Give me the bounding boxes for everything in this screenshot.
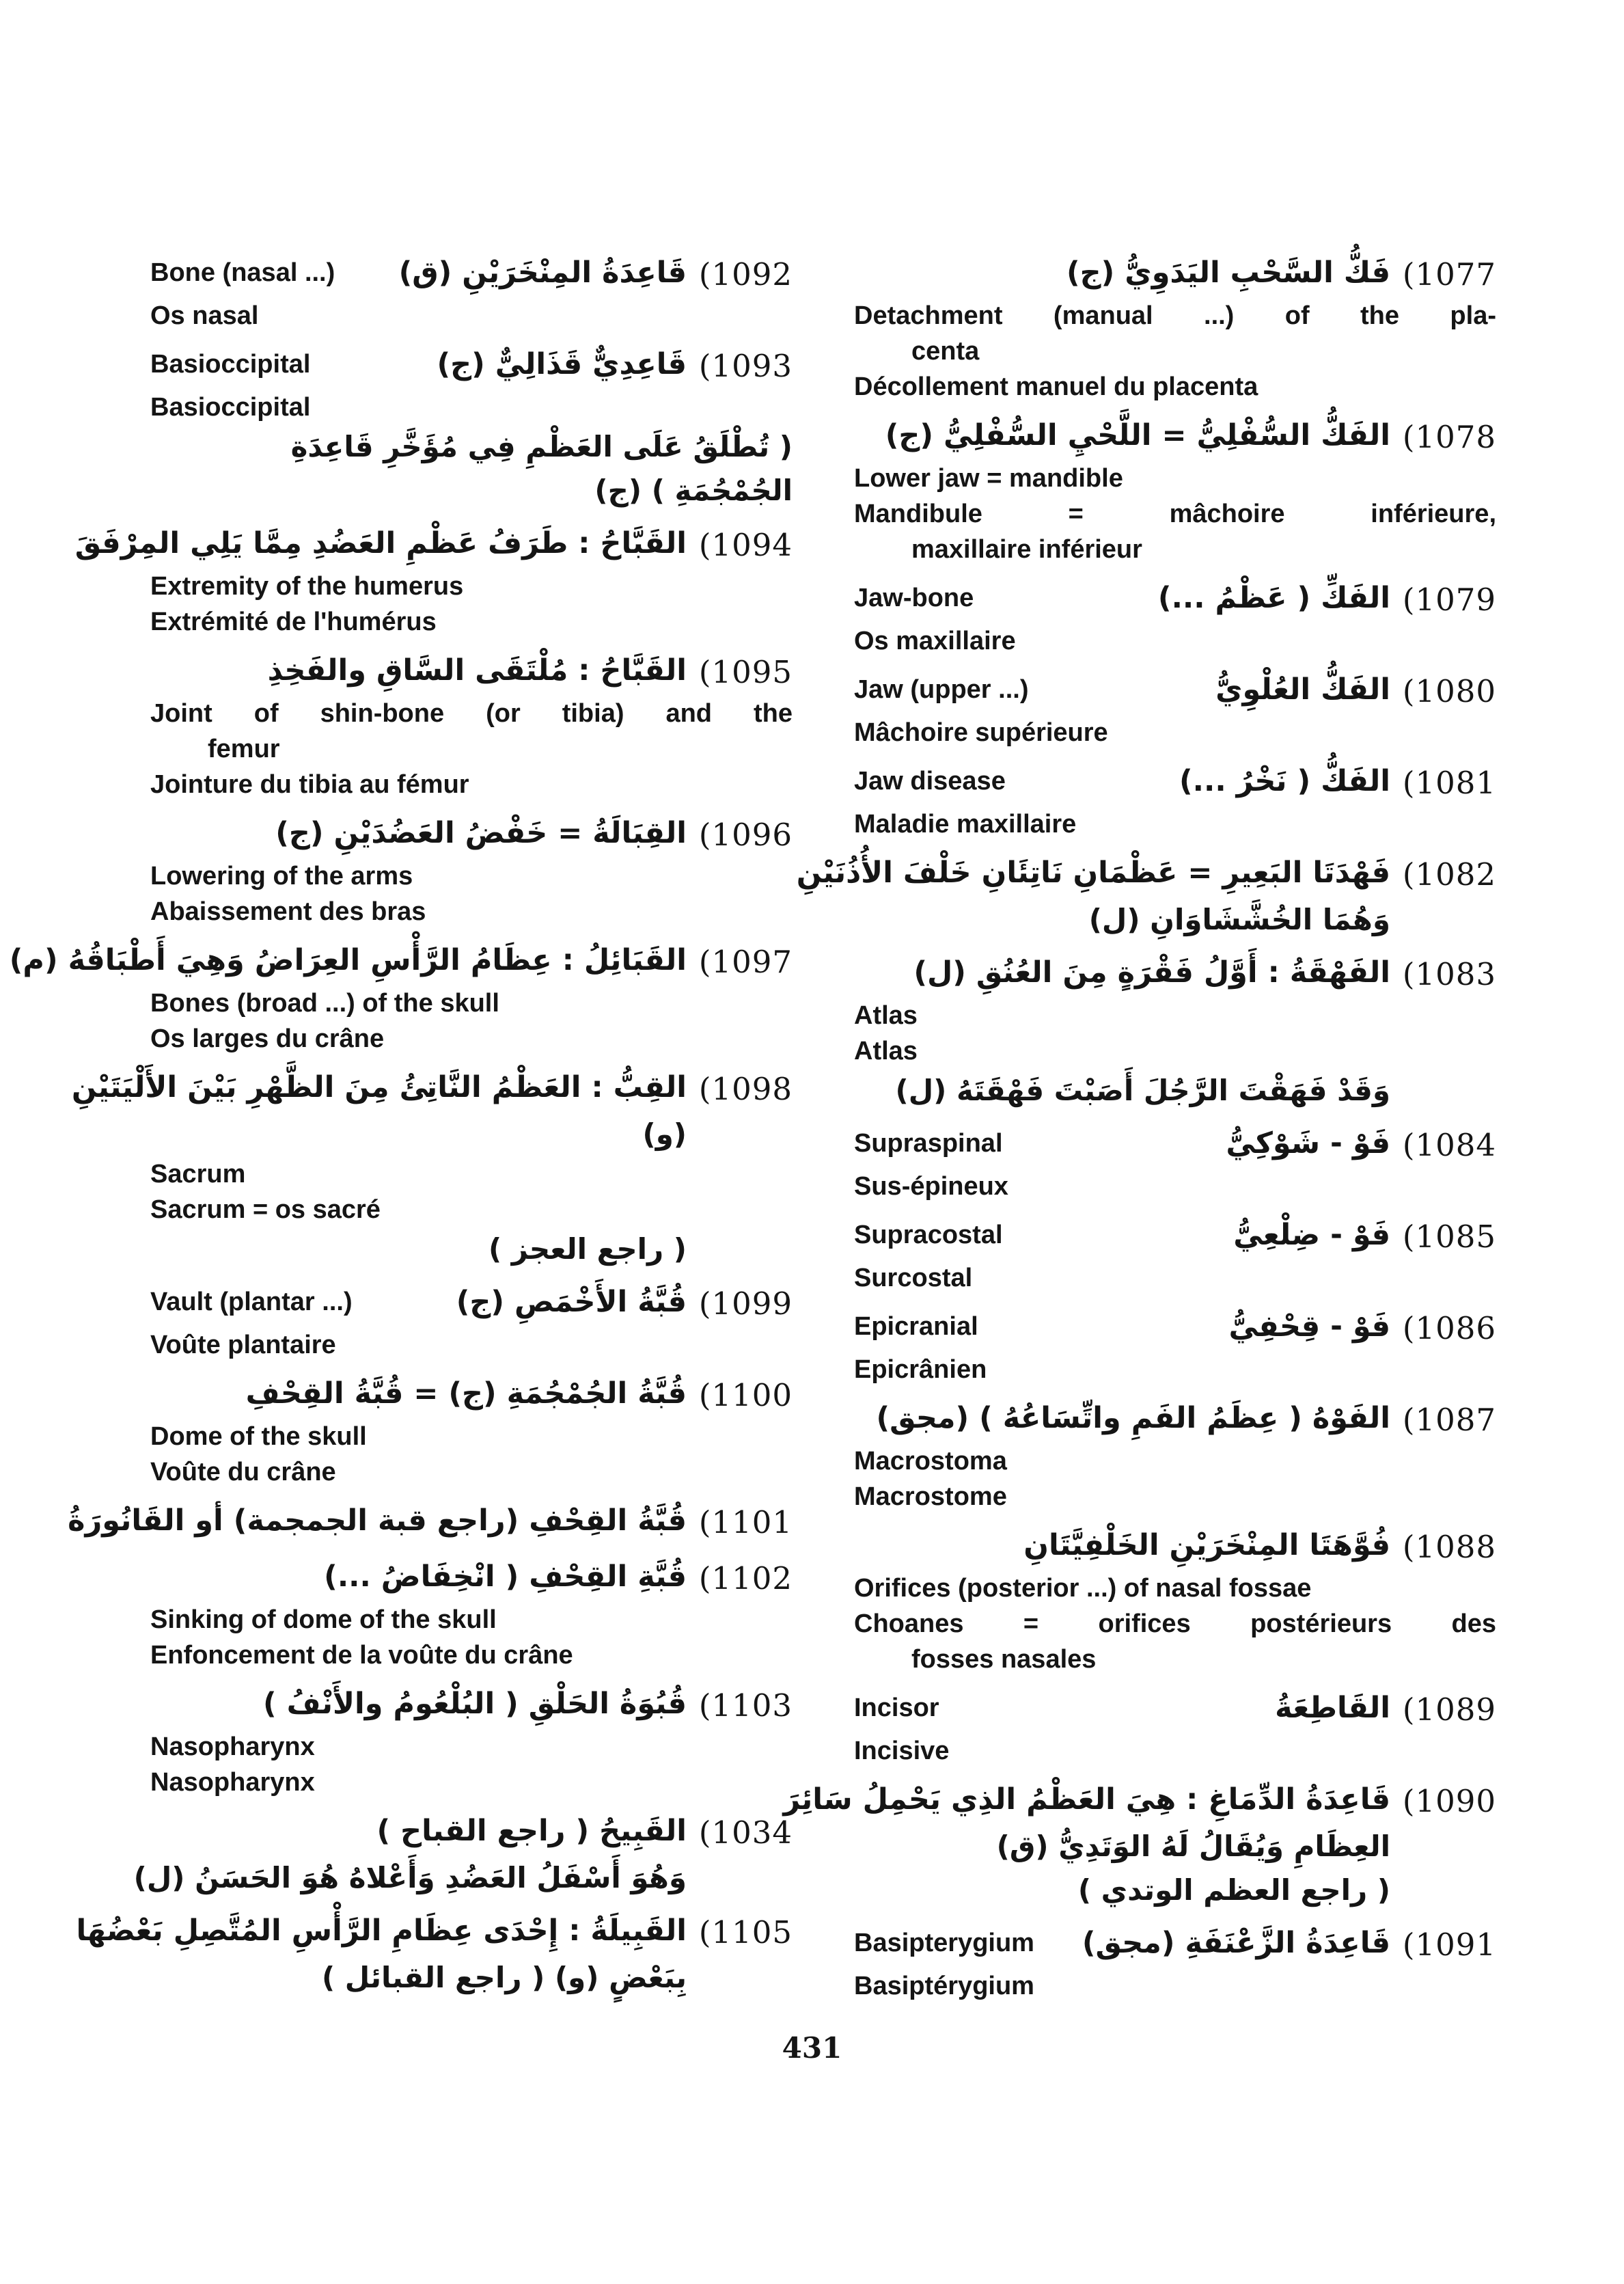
entry-number: (1092 bbox=[698, 256, 793, 293]
entry-number: (1085 bbox=[1402, 1219, 1496, 1255]
english-term: Jaw (upper ...) bbox=[854, 675, 1029, 704]
english-line: Lower jaw = mandible bbox=[854, 464, 1123, 493]
entry-1096 bbox=[150, 812, 793, 929]
english-term: Supracostal bbox=[854, 1221, 1003, 1249]
entry-1034 bbox=[133, 1810, 793, 1900]
english-line: Sinking of dome of the skull bbox=[150, 1605, 497, 1634]
entry-number: (1091 bbox=[1402, 1927, 1496, 1963]
french-line: Os nasal bbox=[150, 301, 259, 330]
entry-1078 bbox=[854, 414, 1496, 567]
french-line: Mâchoire supérieure bbox=[854, 718, 1108, 747]
arabic-term: الفَكُّ العُلْوِيُّ bbox=[1215, 672, 1390, 707]
entry-1098 bbox=[71, 1066, 793, 1271]
entry-number: (1103 bbox=[698, 1687, 793, 1724]
french-line: Surcostal bbox=[854, 1264, 973, 1292]
english-term: Incisor bbox=[854, 1694, 939, 1722]
french-line: Nasopharynx bbox=[150, 1768, 315, 1797]
english-line: Lowering of the arms bbox=[150, 862, 413, 891]
entry-1095 bbox=[150, 649, 793, 802]
french-line: Abaissement des bras bbox=[150, 897, 426, 926]
french-line: fosses nasales bbox=[911, 1645, 1097, 1674]
arabic-term: قَاعِدَةُ الزَّعْنَفَةِ (مجق) bbox=[1082, 1926, 1390, 1960]
english-term: Supraspinal bbox=[854, 1129, 1003, 1158]
entry-number: (1094 bbox=[698, 527, 793, 563]
arabic-term: الفَوْهُ ( عِظَمُ الفَمِ واتِّسَاعُهُ ) (مجق) bbox=[876, 1401, 1390, 1435]
entry-number: (1080 bbox=[1402, 673, 1496, 709]
french-line: Extrémité de l'humérus bbox=[150, 608, 437, 636]
english-line: Extremity of the humerus bbox=[150, 572, 464, 601]
french-line: Epicrânien bbox=[854, 1355, 987, 1384]
entry-1103 bbox=[150, 1683, 793, 1800]
french-line: Basiptérygium bbox=[854, 1972, 1034, 2000]
english-line: Joint of shin-bone (or tibia) and the bbox=[150, 699, 793, 728]
entry-1089 bbox=[854, 1687, 1496, 1769]
english-line: femur bbox=[208, 735, 280, 763]
entry-1102 bbox=[150, 1555, 793, 1673]
english-term: Bone (nasal ...) bbox=[150, 258, 335, 287]
french-line: Voûte du crâne bbox=[150, 1458, 336, 1486]
arabic-note: ( تُطْلَقُ عَلَى العَظْمِ فِي مُؤَخَّرِ قَاعِدَةِ bbox=[290, 430, 793, 463]
right-column bbox=[783, 251, 1496, 2013]
arabic-term: القَبِيحُ ( راجع القباح ) bbox=[376, 1814, 687, 1848]
entry-1094 bbox=[74, 522, 793, 640]
arabic-source: (و) bbox=[642, 1117, 687, 1151]
english-line: centa bbox=[911, 337, 980, 366]
arabic-term: الفَهْقَةُ : أَوَّلُ فَقْرَةٍ مِنَ العُنُقِ (ل) bbox=[913, 955, 1390, 990]
french-line: Sacrum = os sacré bbox=[150, 1195, 381, 1224]
arabic-term: قُبَّةُ الأَخْمَصِ (ج) bbox=[456, 1285, 687, 1319]
entry-number: (1082 bbox=[1402, 856, 1496, 893]
english-term: Vault (plantar ...) bbox=[150, 1288, 353, 1316]
entry-1085 bbox=[854, 1214, 1496, 1296]
arabic-term: قَاعِدَةُ الدِّمَاغِ : هِيَ العَظْمُ الذِي يَحْمِلُ سَائِرَ bbox=[783, 1782, 1390, 1817]
entry-number: (1078 bbox=[1402, 419, 1496, 455]
english-term: Jaw-bone bbox=[854, 584, 974, 612]
entry-number: (1081 bbox=[1402, 765, 1496, 801]
french-line: Maladie maxillaire bbox=[854, 810, 1077, 839]
arabic-continuation: وَهُوَ أَسْفَلُ العَضُدِ وَأَعْلاهُ هُوَ الحَسَنُ (ل) bbox=[133, 1861, 687, 1894]
entry-number: (1083 bbox=[1402, 956, 1496, 992]
english-term: Epicranial bbox=[854, 1312, 978, 1341]
entry-number: (1084 bbox=[1402, 1127, 1496, 1163]
english-term: Jaw disease bbox=[854, 767, 1006, 796]
entry-1091 bbox=[854, 1922, 1496, 2004]
entry-number: (1100 bbox=[698, 1377, 793, 1413]
french-line: Os maxillaire bbox=[854, 627, 1016, 655]
french-line: Os larges du crâne bbox=[150, 1024, 385, 1053]
arabic-note: الجُمْجُمَةِ ) (ج) bbox=[594, 474, 793, 507]
entry-1084 bbox=[854, 1122, 1496, 1204]
arabic-continuation: وَهُمَا الخُشَّشَاوَانِ (ل) bbox=[1088, 903, 1390, 936]
arabic-term: القَبِيلَةُ : إِحْدَى عِظَامِ الرَّأْسِ المُتَّصِلِ بَعْضُهَا bbox=[76, 1914, 687, 1948]
entry-number: (1034 bbox=[698, 1814, 793, 1851]
english-line: Orifices (posterior ...) of nasal fossae bbox=[854, 1574, 1312, 1603]
arabic-term: قُبَّةِ القِحْفِ ( انْخِفَاضُ ...) bbox=[324, 1560, 687, 1594]
arabic-term: فَهْدَتَا البَعِيرِ = عَظْمَانِ نَاتِئَانِ خَلْفَ الأُذُنَيْنِ bbox=[796, 856, 1390, 890]
entry-number: (1097 bbox=[698, 944, 793, 980]
arabic-term: قَاعِدِيٌّ قَذَالِيٌّ (ج) bbox=[437, 347, 687, 381]
entry-number: (1093 bbox=[698, 348, 793, 384]
entry-1081 bbox=[854, 760, 1496, 842]
entry-number: (1099 bbox=[698, 1286, 793, 1322]
arabic-term: فَوْ - شَوْكِيُّ bbox=[1226, 1126, 1390, 1160]
arabic-term: قُبَّةُ القِحْفِ (راجع قبة الجمجمة) أو القَانُورَةُ bbox=[68, 1504, 687, 1538]
entry-number: (1090 bbox=[1402, 1783, 1496, 1819]
entry-number: (1102 bbox=[698, 1560, 793, 1596]
arabic-term: فَوْ - قِحْفِيُّ bbox=[1228, 1309, 1390, 1344]
arabic-term: القَاطِعَةُ bbox=[1275, 1691, 1390, 1725]
arabic-term: قَاعِدَةُ المِنْخَرَيْنِ (ق) bbox=[398, 256, 687, 290]
entry-number: (1086 bbox=[1402, 1310, 1496, 1346]
french-line: Mandibule = mâchoire inférieure, bbox=[854, 500, 1496, 528]
entry-1090 bbox=[783, 1778, 1496, 1912]
entry-1077 bbox=[854, 251, 1496, 405]
arabic-term: الفَكُّ ( نَخْرُ ...) bbox=[1179, 764, 1390, 798]
arabic-term: القَبَّاحُ : طَرَفُ عَظْمِ العَضُدِ مِمَّا يَلِي المِرْفَقَ bbox=[74, 526, 687, 560]
english-line: Sacrum bbox=[150, 1160, 246, 1188]
french-line: Incisive bbox=[854, 1737, 950, 1765]
entry-1100 bbox=[150, 1372, 793, 1490]
entry-1097 bbox=[9, 939, 793, 1057]
entry-number: (1096 bbox=[698, 817, 793, 853]
french-line: Atlas bbox=[854, 1037, 918, 1065]
english-line: Bones (broad ...) of the skull bbox=[150, 989, 499, 1018]
english-line: Detachment (manual ...) of the pla- bbox=[854, 301, 1496, 330]
arabic-term: القَبَّاحُ : مُلْتَقَى السَّاقِ والفَخِذِ bbox=[267, 653, 687, 688]
entry-number: (1079 bbox=[1402, 582, 1496, 618]
english-line: Nasopharynx bbox=[150, 1732, 315, 1761]
entry-number: (1105 bbox=[698, 1914, 793, 1950]
entry-1088 bbox=[854, 1524, 1496, 1677]
entry-number: (1077 bbox=[1402, 256, 1496, 293]
entry-number: (1095 bbox=[698, 654, 793, 690]
entry-1105 bbox=[76, 1909, 793, 2000]
entry-number: (1087 bbox=[1402, 1402, 1496, 1438]
entry-number: (1101 bbox=[698, 1504, 793, 1540]
french-line: Décollement manuel du placenta bbox=[854, 372, 1258, 401]
arabic-term: القِبُّ : العَظْمُ النَّاتِئُ مِنَ الظَّهْرِ بَيْنَ الأَلْيَتَيْنِ bbox=[71, 1070, 687, 1104]
french-line: maxillaire inférieur bbox=[911, 535, 1142, 564]
entry-1092 bbox=[150, 251, 793, 334]
french-line: Sus-épineux bbox=[854, 1172, 1008, 1201]
arabic-term: قُبَّةُ الجُمْجُمَةِ (ج) = قُبَّةُ القِحْفِ bbox=[245, 1376, 687, 1411]
arabic-term: فَكُّ السَّحْبِ اليَدَوِيُّ (ج) bbox=[1066, 256, 1390, 290]
arabic-term: الفَكِّ ( عَظْمُ ...) bbox=[1157, 581, 1390, 615]
arabic-term: قُبُوَةُ الحَلْقِ ( البُلْعُومُ والأَنْفُ ) bbox=[263, 1687, 687, 1721]
english-line: Atlas bbox=[854, 1001, 918, 1030]
french-line: Voûte plantaire bbox=[150, 1331, 336, 1359]
left-column bbox=[9, 251, 793, 2009]
english-term: Basioccipital bbox=[150, 350, 311, 379]
arabic-continuation: بِبَعْضٍ (و) ( راجع القبائل ) bbox=[321, 1961, 687, 1994]
french-line: Macrostome bbox=[854, 1482, 1007, 1511]
page-number: 431 bbox=[782, 2031, 842, 2065]
english-term: Basipterygium bbox=[854, 1929, 1034, 1957]
arabic-term: الفَكُّ السُّفْلِيُّ = اللَّحْيِ السُّفْلِيُّ (ج) bbox=[885, 418, 1390, 452]
arabic-term: القَبَائِلُ : عِظَامُ الرَّأْسِ العِرَاضُ وَهِيَ أَطْبَاقُهُ (م) bbox=[9, 943, 687, 977]
english-line: Macrostoma bbox=[854, 1447, 1007, 1476]
french-line: Choanes = orifices postérieurs des bbox=[854, 1609, 1496, 1638]
french-line: Basioccipital bbox=[150, 393, 311, 422]
entry-1099 bbox=[150, 1281, 793, 1363]
french-line: Enfoncement de la voûte du crâne bbox=[150, 1641, 573, 1670]
entry-1083 bbox=[854, 951, 1496, 1113]
arabic-term: فَوْ - ضِلْعِيُّ bbox=[1233, 1218, 1390, 1252]
entry-number: (1098 bbox=[698, 1071, 793, 1107]
arabic-term: فُوَّهَتَا المِنْخَرَيْنِ الخَلْفِيَّتَانِ bbox=[1023, 1528, 1390, 1562]
entry-number: (1088 bbox=[1402, 1529, 1496, 1565]
entry-number: (1089 bbox=[1402, 1691, 1496, 1728]
entry-1079 bbox=[854, 577, 1496, 659]
arabic-continuation: العِظَامِ وَيُقَالُ لَهُ الوَتَدِيُّ (ق) bbox=[996, 1830, 1390, 1863]
entry-1093 bbox=[150, 343, 793, 513]
french-line: Jointure du tibia au fémur bbox=[150, 770, 469, 799]
arabic-continuation: وَقَدْ فَهَقْتَ الرَّجُلَ أَصَبْتَ فَهْقَتَهُ (ل) bbox=[895, 1074, 1390, 1107]
english-line: Dome of the skull bbox=[150, 1422, 367, 1451]
arabic-reference: ( راجع العجز ) bbox=[488, 1232, 687, 1266]
entry-1080 bbox=[854, 668, 1496, 750]
arabic-term: القِبَالَةُ = خَفْضُ العَضُدَيْنِ (ج) bbox=[275, 816, 687, 850]
entry-1087 bbox=[854, 1397, 1496, 1514]
arabic-reference: ( راجع العظم الوتدي ) bbox=[1077, 1873, 1390, 1907]
entry-1101 bbox=[68, 1499, 793, 1546]
entry-1082 bbox=[796, 852, 1496, 942]
entry-1086 bbox=[854, 1305, 1496, 1387]
